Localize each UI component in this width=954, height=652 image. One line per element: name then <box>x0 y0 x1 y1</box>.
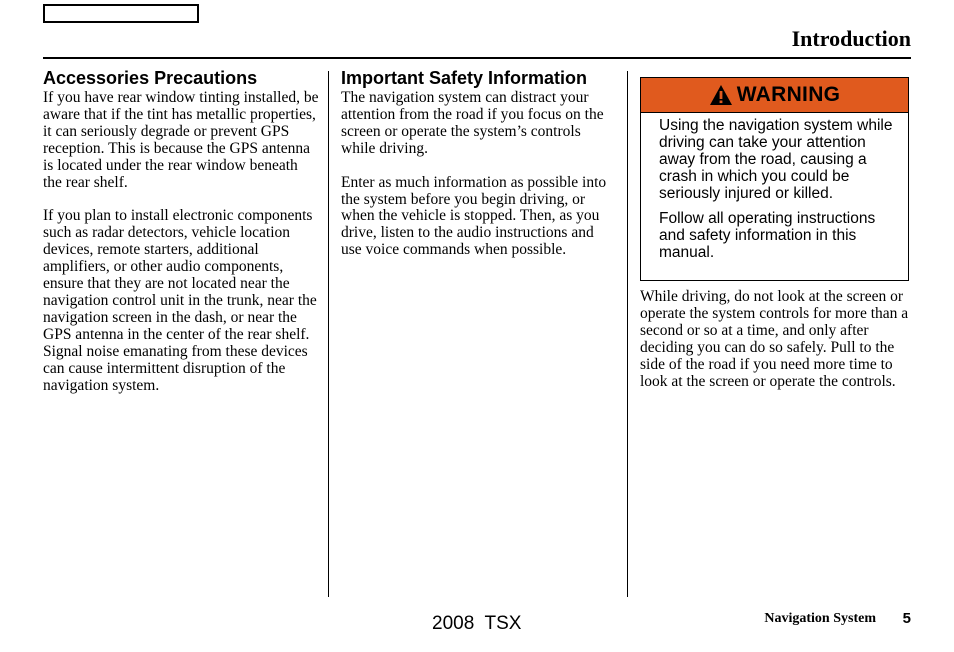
warning-header <box>641 78 908 113</box>
safety-paragraph-1: The navigation system can distract your attention from the road if you focus on the screen or operate the system’s controls while driving. <box>341 89 604 157</box>
warning-label: WARNING <box>736 83 841 106</box>
safety-heading: Important Safety Information <box>341 68 588 88</box>
accessories-paragraph-1: If you have rear window tinting installed, be aware that if the tint has metallic properties, it can seriously degrade or prevent GPS reception. This is because the GPS antenna is located under the rear window beneath the rear shelf. <box>43 89 319 191</box>
column-driving-advice <box>640 289 912 390</box>
column-accessories <box>43 68 319 394</box>
page-number: 5 <box>902 610 911 627</box>
warning-box <box>640 77 909 281</box>
accessories-paragraph-2: If you plan to install electronic components such as radar detectors, vehicle location devices, remote starters, additional amplifiers, or other audio components, ensure that they are not located near the navigation control unit in the trunk, near the navigation screen in the dash, or near the GPS antenna in the center of the rear shelf. Signal noise emanating from these devices can cause intermittent disruption of the navigation system. <box>43 207 317 394</box>
header-rule <box>43 57 911 59</box>
warning-triangle-icon <box>709 84 733 106</box>
footer-nav-label: Navigation System <box>764 611 876 626</box>
safety-paragraph-2: Enter as much information as possible into the system before you begin driving, or when the vehicle is stopped. Then, as you drive, listen to the audio instructions and use voice commands when possible. <box>341 173 607 259</box>
driving-advice-paragraph: While driving, do not look at the screen or operate the system controls for more than a second or so at a time, and only after deciding you can do so safely. Pull to the side of the road if you need more time to look at the screen or operate the controls. <box>640 288 909 390</box>
warning-body <box>641 113 908 261</box>
column-divider-1 <box>328 71 329 597</box>
footer-model: 2008 TSX <box>432 613 522 634</box>
section-title: Introduction <box>791 26 911 51</box>
column-divider-2 <box>627 71 628 597</box>
column-safety <box>341 68 615 259</box>
header-tab-box <box>43 4 199 23</box>
warning-paragraph-2: Follow all operating instructions and safety information in this manual. <box>659 210 876 261</box>
warning-paragraph-1: Using the navigation system while driving can take your attention away from the road, causing a crash in which you could be seriously injured or killed. <box>659 117 893 202</box>
accessories-heading: Accessories Precautions <box>43 68 258 88</box>
